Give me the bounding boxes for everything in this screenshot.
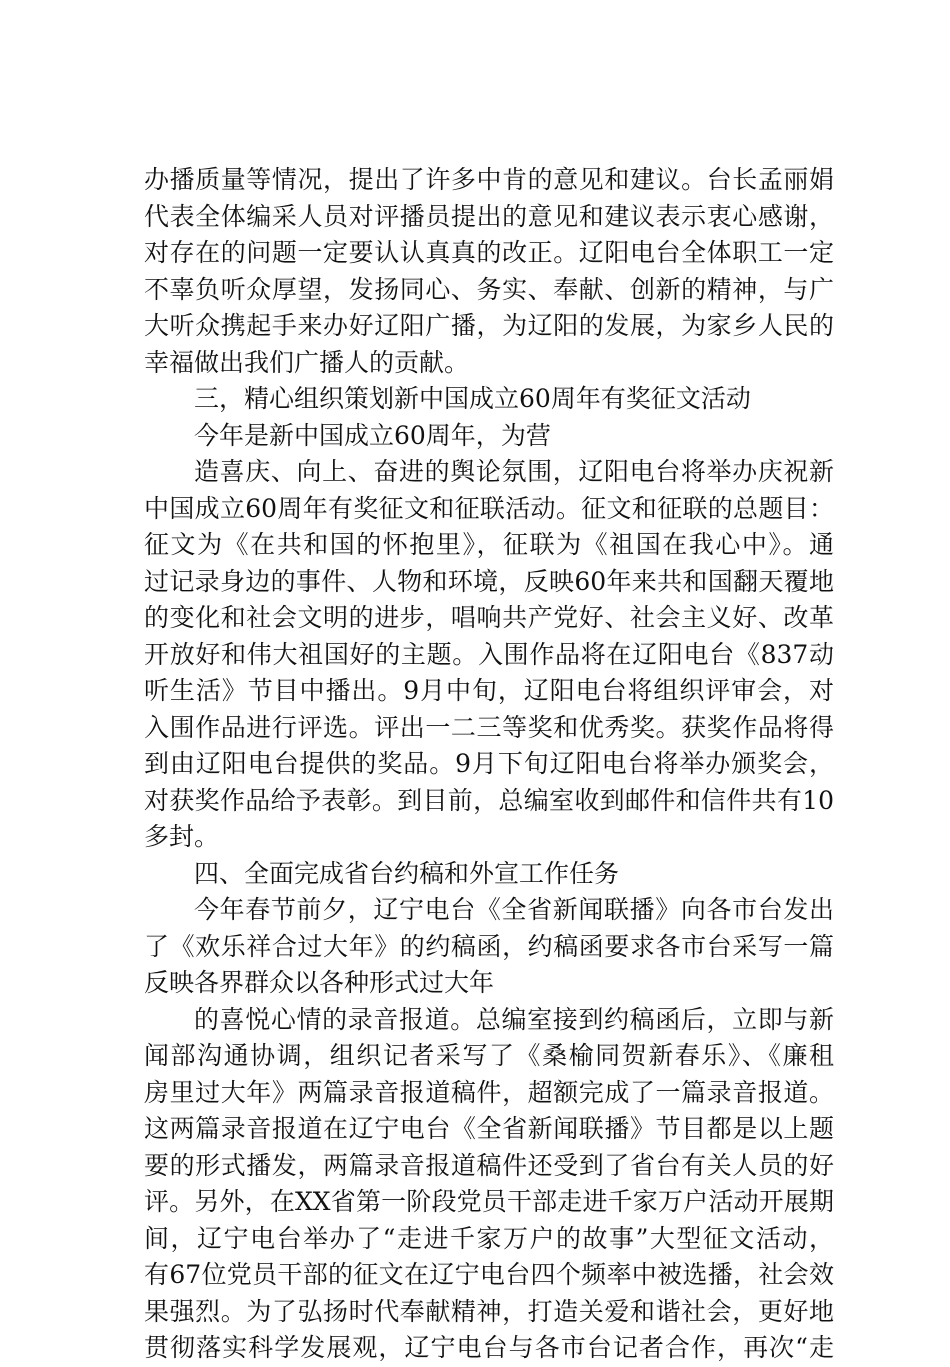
text-line: 评。另外，在XX省第一阶段党员干部走进千家万户活动开展期	[144, 1187, 834, 1216]
text-line: 征文为《在共和国的怀抱里》，征联为《祖国在我心中》。通	[144, 530, 834, 559]
text-line: 大听众携起手来办好辽阳广播，为辽阳的发展，为家乡人民的	[144, 311, 834, 340]
text-line: 反映各界群众以各种形式过大年	[144, 968, 495, 997]
text-line: 办播质量等情况，提出了许多中肯的意见和建议。台长孟丽娟	[144, 165, 834, 194]
text-line: 开放好和伟大祖国好的主题。入围作品将在辽阳电台《837动	[144, 639, 834, 669]
text-line: 造喜庆、向上、奋进的舆论氛围，辽阳电台将举办庆祝新	[194, 457, 834, 486]
text-line: 代表全体编采人员对评播员提出的意见和建议表示衷心感谢，	[144, 201, 834, 231]
text-line: 不辜负听众厚望，发扬同心、务实、奉献、创新的精神，与广	[144, 274, 834, 304]
text-line: 中国成立60周年有奖征文和征联活动。征文和征联的总题目：	[144, 493, 834, 523]
text-line: 今年春节前夕，辽宁电台《全省新闻联播》向各市台发出	[194, 895, 834, 924]
text-line: 幸福做出我们广播人的贡献。	[144, 347, 470, 377]
text-line: 三，精心组织策划新中国成立60周年有奖征文活动	[194, 384, 751, 413]
text-line: 过记录身边的事件、人物和环境，反映60年来共和国翻天覆地	[144, 566, 834, 596]
text-line: 间，辽宁电台举办了“走进千家万户的故事”大型征文活动，	[144, 1223, 834, 1253]
text-line: 的变化和社会文明的进步，唱响共产党好、社会主义好、改革	[144, 603, 834, 632]
text-line: 要的形式播发，两篇录音报道稿件还受到了省台有关人员的好	[144, 1150, 834, 1180]
text-line: 这两篇录音报道在辽宁电台《全省新闻联播》节目都是以上题	[144, 1114, 834, 1143]
text-line: 四、全面完成省台约稿和外宣工作任务	[194, 858, 620, 888]
text-line: 多封。	[144, 822, 220, 851]
text-line: 闻部沟通协调，组织记者采写了《桑榆同贺新春乐》、《廉租	[144, 1041, 834, 1070]
text-line: 听生活》节目中播出。9月中旬，辽阳电台将组织评审会，对	[144, 676, 834, 705]
text-line: 果强烈。为了弘扬时代奉献精神，打造关爱和谐社会，更好地	[144, 1296, 834, 1326]
text-line: 有67位党员干部的征文在辽宁电台四个频率中被选播，社会效	[144, 1260, 834, 1289]
text-line: 的喜悦心情的录音报道。总编室接到约稿函后，立即与新	[194, 1004, 834, 1034]
text-line: 到由辽阳电台提供的奖品。9月下旬辽阳电台将举办颁奖会，	[144, 749, 834, 778]
text-line: 入围作品进行评选。评出一二三等奖和优秀奖。获奖作品将得	[144, 712, 834, 742]
text-line: 对存在的问题一定要认认真真的改正。辽阳电台全体职工一定	[144, 238, 834, 267]
text-line: 今年是新中国成立60周年，为营	[194, 420, 551, 450]
text-line: 贯彻落实科学发展观，辽宁电台与各市台记者合作，再次“走	[144, 1333, 834, 1362]
text-line: 了《欢乐祥合过大年》的约稿函，约稿函要求各市台采写一篇	[144, 931, 834, 961]
text-line: 房里过大年》两篇录音报道稿件，超额完成了一篇录音报道。	[144, 1077, 834, 1107]
body-text	[144, 162, 834, 1367]
text-line: 对获奖作品给予表彰。到目前，总编室收到邮件和信件共有10	[144, 785, 834, 815]
